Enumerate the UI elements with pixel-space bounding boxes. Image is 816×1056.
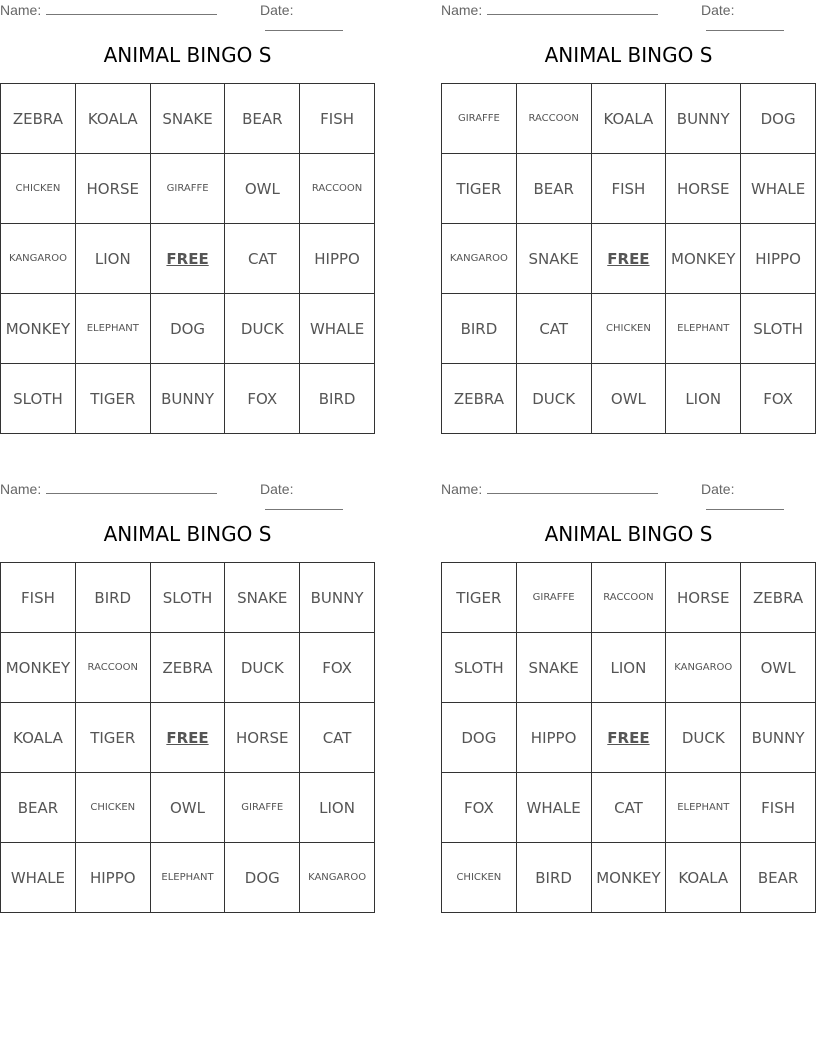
bingo-cell: FOX <box>741 364 816 434</box>
bingo-cell: GIRAFFE <box>442 84 517 154</box>
bingo-row <box>442 84 816 154</box>
bingo-cell: ZEBRA <box>150 633 225 703</box>
free-space: FREE <box>591 224 666 294</box>
bingo-cell: FISH <box>1 563 76 633</box>
date-field: Date: <box>260 2 375 34</box>
bingo-row <box>1 364 375 434</box>
bingo-row <box>1 84 375 154</box>
bingo-cell: SNAKE <box>516 224 591 294</box>
bingo-cell: LION <box>591 633 666 703</box>
bingo-cell: FOX <box>300 633 375 703</box>
bingo-cell: KOALA <box>1 703 76 773</box>
bingo-cell: KANGAROO <box>300 843 375 913</box>
bingo-cell: FISH <box>300 84 375 154</box>
bingo-cell: ELEPHANT <box>75 294 150 364</box>
bingo-row <box>1 563 375 633</box>
bingo-cell: SNAKE <box>150 84 225 154</box>
bingo-cell: LION <box>300 773 375 843</box>
free-space: FREE <box>591 703 666 773</box>
bingo-cell: OWL <box>591 364 666 434</box>
bingo-cell: HIPPO <box>75 843 150 913</box>
bingo-cell: BIRD <box>442 294 517 364</box>
bingo-cell: CHICKEN <box>1 154 76 224</box>
date-field: Date: <box>701 481 816 513</box>
bingo-row <box>442 294 816 364</box>
bingo-cell: ELEPHANT <box>666 773 741 843</box>
name-line <box>46 2 217 15</box>
bingo-cell: DUCK <box>516 364 591 434</box>
bingo-cell: CAT <box>300 703 375 773</box>
bingo-row <box>442 773 816 843</box>
name-field: Name: <box>441 481 658 497</box>
free-space: FREE <box>150 224 225 294</box>
bingo-cell: ELEPHANT <box>666 294 741 364</box>
bingo-cell: HORSE <box>75 154 150 224</box>
bingo-cell: TIGER <box>442 563 517 633</box>
bingo-cell: ELEPHANT <box>150 843 225 913</box>
bingo-row <box>1 633 375 703</box>
bingo-cell: RACCOON <box>591 563 666 633</box>
name-line <box>487 2 658 15</box>
bingo-row <box>1 154 375 224</box>
bingo-row <box>442 364 816 434</box>
bingo-cell: WHALE <box>516 773 591 843</box>
bingo-cell: MONKEY <box>1 294 76 364</box>
bingo-row <box>442 703 816 773</box>
card-header <box>441 0 816 20</box>
bingo-cell: CHICKEN <box>442 843 517 913</box>
bingo-cell: MONKEY <box>666 224 741 294</box>
bingo-row <box>1 294 375 364</box>
name-field: Name: <box>0 2 217 18</box>
bingo-row <box>1 843 375 913</box>
bingo-cell: MONKEY <box>591 843 666 913</box>
bingo-cell: DOG <box>150 294 225 364</box>
bingo-cell: HIPPO <box>741 224 816 294</box>
bingo-cell: DUCK <box>225 294 300 364</box>
bingo-cell: DOG <box>741 84 816 154</box>
date-line <box>706 497 784 510</box>
bingo-cell: TIGER <box>442 154 517 224</box>
bingo-cell: GIRAFFE <box>516 563 591 633</box>
bingo-cell: CHICKEN <box>75 773 150 843</box>
bingo-cell: HORSE <box>225 703 300 773</box>
card-title: ANIMAL BINGO S <box>103 43 272 67</box>
bingo-cell: DUCK <box>225 633 300 703</box>
bingo-cell: CHICKEN <box>591 294 666 364</box>
bingo-row <box>442 154 816 224</box>
bingo-cell: CAT <box>591 773 666 843</box>
bingo-cell: DOG <box>225 843 300 913</box>
bingo-cell: BUNNY <box>741 703 816 773</box>
bingo-cell: HIPPO <box>516 703 591 773</box>
bingo-cell: HORSE <box>666 154 741 224</box>
bingo-cell: SLOTH <box>442 633 517 703</box>
bingo-cell: SNAKE <box>225 563 300 633</box>
bingo-cell: GIRAFFE <box>150 154 225 224</box>
bingo-cell: SLOTH <box>150 563 225 633</box>
bingo-grid <box>441 83 816 434</box>
bingo-cell: FISH <box>591 154 666 224</box>
card-header <box>0 0 375 20</box>
date-field: Date: <box>260 481 375 513</box>
bingo-cell: RACCOON <box>75 633 150 703</box>
bingo-cell: KANGAROO <box>1 224 76 294</box>
bingo-cell: MONKEY <box>1 633 76 703</box>
bingo-cell: GIRAFFE <box>225 773 300 843</box>
bingo-cell: BEAR <box>741 843 816 913</box>
bingo-cell: BEAR <box>516 154 591 224</box>
bingo-cell: DOG <box>442 703 517 773</box>
name-line <box>46 481 217 494</box>
date-field: Date: <box>701 2 816 34</box>
bingo-cell: SLOTH <box>741 294 816 364</box>
bingo-cell: OWL <box>741 633 816 703</box>
bingo-cell: WHALE <box>300 294 375 364</box>
card-title: ANIMAL BINGO S <box>544 43 713 67</box>
bingo-cell: BEAR <box>1 773 76 843</box>
bingo-cell: BIRD <box>516 843 591 913</box>
bingo-grid <box>0 83 375 434</box>
bingo-cell: SNAKE <box>516 633 591 703</box>
bingo-cell: WHALE <box>1 843 76 913</box>
bingo-row <box>442 633 816 703</box>
bingo-cell: BUNNY <box>666 84 741 154</box>
bingo-cell: BIRD <box>75 563 150 633</box>
card-header <box>441 479 816 499</box>
bingo-cell: TIGER <box>75 703 150 773</box>
bingo-row <box>1 703 375 773</box>
bingo-cell: HORSE <box>666 563 741 633</box>
bingo-cell: RACCOON <box>300 154 375 224</box>
bingo-row <box>442 224 816 294</box>
bingo-cell: OWL <box>150 773 225 843</box>
bingo-grid <box>0 562 375 913</box>
bingo-cell: KOALA <box>591 84 666 154</box>
bingo-row <box>442 563 816 633</box>
name-field: Name: <box>441 2 658 18</box>
bingo-cell: HIPPO <box>300 224 375 294</box>
bingo-cell: LION <box>75 224 150 294</box>
card-title: ANIMAL BINGO S <box>103 522 272 546</box>
bingo-cell: KOALA <box>666 843 741 913</box>
bingo-cell: FOX <box>225 364 300 434</box>
bingo-cell: FISH <box>741 773 816 843</box>
bingo-cell: BEAR <box>225 84 300 154</box>
bingo-row <box>442 843 816 913</box>
bingo-cell: DUCK <box>666 703 741 773</box>
bingo-cell: RACCOON <box>516 84 591 154</box>
bingo-cell: CAT <box>225 224 300 294</box>
name-line <box>487 481 658 494</box>
bingo-grid <box>441 562 816 913</box>
bingo-cell: OWL <box>225 154 300 224</box>
date-line <box>706 18 784 31</box>
bingo-cell: BIRD <box>300 364 375 434</box>
bingo-cell: BUNNY <box>300 563 375 633</box>
bingo-cell: LION <box>666 364 741 434</box>
free-space: FREE <box>150 703 225 773</box>
bingo-cell: TIGER <box>75 364 150 434</box>
card-title: ANIMAL BINGO S <box>544 522 713 546</box>
bingo-cell: WHALE <box>741 154 816 224</box>
card-header <box>0 479 375 499</box>
bingo-cell: SLOTH <box>1 364 76 434</box>
date-line <box>265 18 343 31</box>
name-field: Name: <box>0 481 217 497</box>
bingo-cell: CAT <box>516 294 591 364</box>
date-line <box>265 497 343 510</box>
bingo-row <box>1 224 375 294</box>
bingo-cell: ZEBRA <box>442 364 517 434</box>
bingo-cell: FOX <box>442 773 517 843</box>
bingo-cell: ZEBRA <box>1 84 76 154</box>
bingo-cell: KANGAROO <box>666 633 741 703</box>
bingo-row <box>1 773 375 843</box>
bingo-cell: ZEBRA <box>741 563 816 633</box>
bingo-cell: KANGAROO <box>442 224 517 294</box>
bingo-cell: KOALA <box>75 84 150 154</box>
bingo-cell: BUNNY <box>150 364 225 434</box>
